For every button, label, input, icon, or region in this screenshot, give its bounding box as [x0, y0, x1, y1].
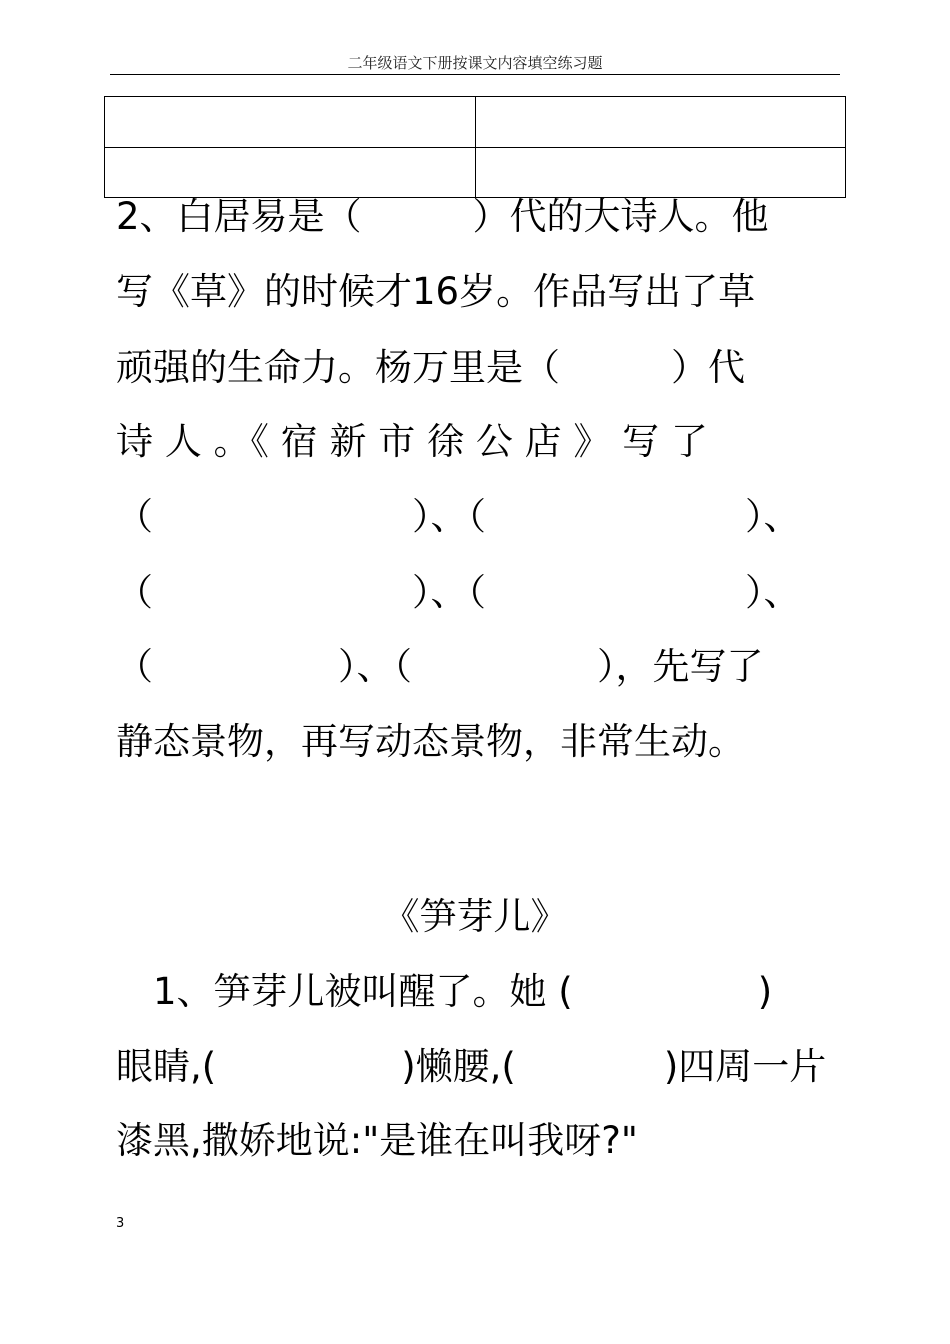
question-line: 诗 人 。《 宿 新 市 徐 公 店 》 写 了: [116, 420, 708, 463]
answer-table: [104, 96, 846, 198]
question-line: 静态景物，再写动态景物，非常生动。: [116, 720, 745, 763]
question-line: 漆黑,撒娇地说:"是谁在叫我呀?": [116, 1119, 638, 1162]
blank-line: （ ）、（ ），先写了: [116, 645, 764, 688]
question-line: 写《草》的时候才16岁。作品写出了草: [116, 270, 756, 313]
table-row: [105, 97, 846, 148]
header-rule: [110, 74, 840, 75]
lesson-title: 《笋芽儿》: [382, 895, 568, 938]
page-header: 二年级语文下册按课文内容填空练习题: [347, 54, 603, 72]
table-cell: [475, 147, 846, 198]
question-line: 眼睛,( )懒腰,( )四周一片: [116, 1045, 827, 1088]
question-line: 顽强的生命力。杨万里是（ ）代: [116, 346, 745, 389]
table-row: [105, 147, 846, 198]
question-line: 2、白居易是（ ）代的大诗人。他: [116, 195, 769, 238]
blank-line: （ ）、（ ）、: [116, 571, 801, 614]
table-cell: [105, 147, 476, 198]
page-number: 3: [116, 1216, 125, 1231]
table-cell: [475, 97, 846, 148]
question-line: 1、笋芽儿被叫醒了。她 ( ): [116, 970, 773, 1013]
table-cell: [105, 97, 476, 148]
blank-line: （ ）、（ ）、: [116, 495, 801, 538]
